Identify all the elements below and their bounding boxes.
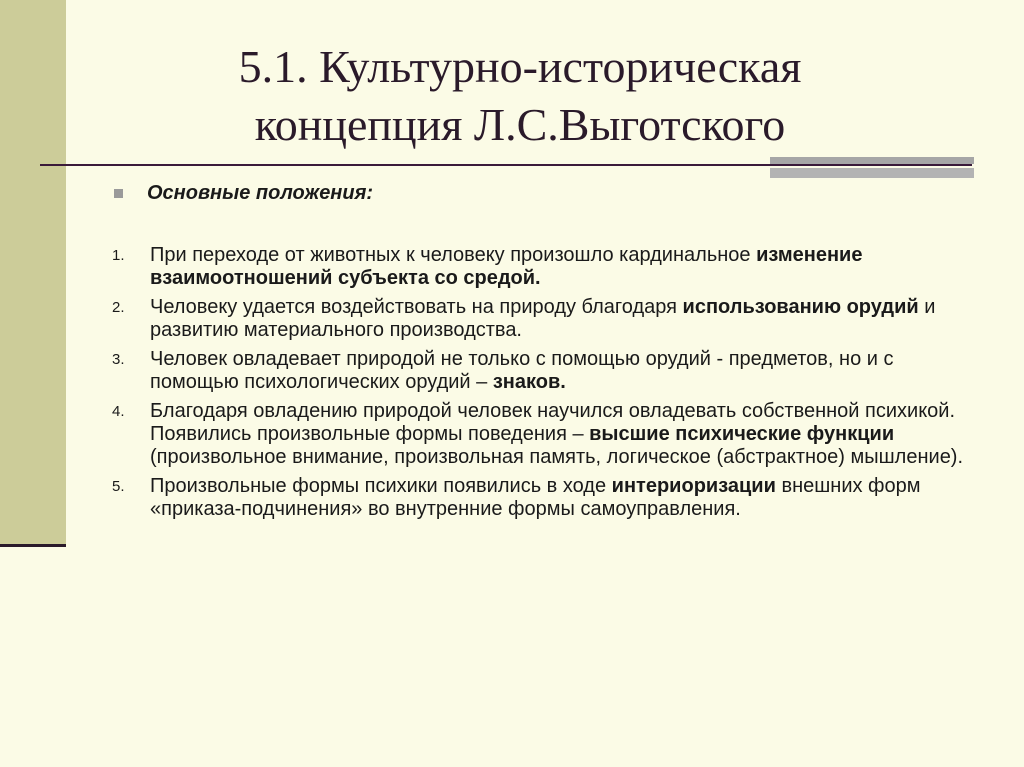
left-bar-rule (0, 544, 66, 547)
item-text-bold: высшие психические функции (589, 423, 895, 445)
item-text-bold: интериоризации (611, 475, 776, 497)
title-line-2: концепция Л.С.Выготского (254, 99, 786, 150)
left-decorative-bar (0, 0, 66, 546)
item-number: 3. (112, 351, 125, 368)
title-divider-accent-bottom (770, 168, 974, 178)
list-item (112, 400, 982, 469)
list-item (112, 475, 982, 521)
item-text (150, 244, 982, 290)
item-text (150, 475, 982, 521)
section-heading: Основные положения: (147, 182, 374, 204)
list-item (112, 244, 982, 290)
item-text-plain: Произвольные формы психики появились в ходе (150, 475, 612, 497)
item-text (150, 400, 982, 469)
item-text-plain: внешних форм «приказа-подчинения» во внутренние формы самоуправления. (150, 475, 921, 520)
numbered-list (112, 244, 982, 527)
item-text-plain: (произвольное внимание, произвольная память, логическое (абстрактное) мышление). (150, 446, 964, 468)
item-text-plain: Благодаря овладению природой человек научился овладевать собственной психикой. Появились произвольные формы поведения – (150, 400, 956, 445)
title-line-1: 5.1. Культурно-историческая (238, 41, 802, 92)
slide-title (90, 38, 950, 154)
list-item (112, 296, 982, 342)
item-text (150, 348, 982, 394)
title-divider-accent-top (770, 157, 974, 164)
item-number: 5. (112, 478, 125, 495)
heading-row (114, 182, 373, 205)
item-text-plain: При переходе от животных к человеку произошло кардинальное (150, 244, 757, 266)
item-text (150, 296, 982, 342)
item-text-bold: знаков. (492, 371, 566, 393)
item-text-plain: и развитию материального производства. (150, 296, 936, 341)
item-number: 1. (112, 247, 125, 264)
square-bullet-icon (114, 189, 123, 198)
list-item (112, 348, 982, 394)
item-text-bold: использованию орудий (682, 296, 919, 318)
item-number: 2. (112, 299, 125, 316)
item-text-plain: Человеку удается воздействовать на природу благодаря (150, 296, 683, 318)
item-number: 4. (112, 403, 125, 420)
item-text-plain: Человек овладевает природой не только с помощью орудий - предметов, но и с помощью психологических орудий – (150, 348, 894, 393)
item-text-bold: изменение взаимоотношений субъекта со средой. (150, 244, 863, 289)
title-divider (40, 164, 972, 166)
